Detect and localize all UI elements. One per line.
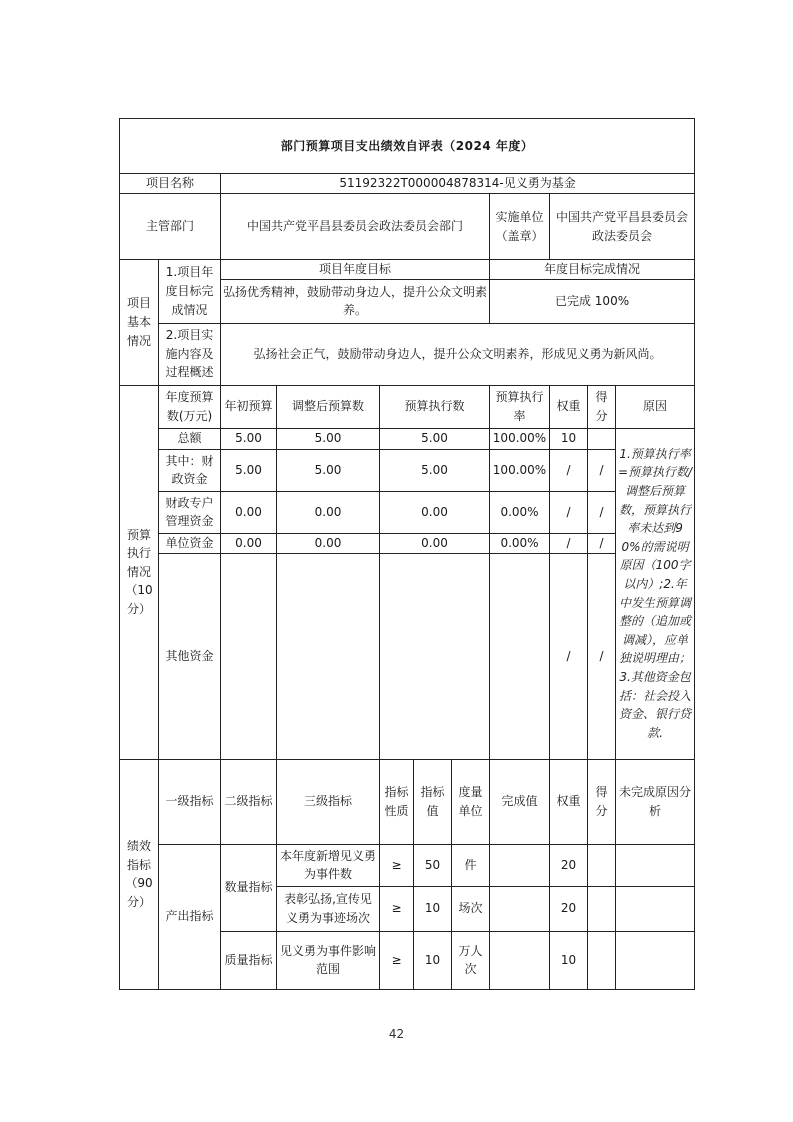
budget-header-executed: 预算执行数 [380,385,490,428]
budget-row-score: / [588,553,616,759]
perf-header-nature: 指标性质 [380,759,414,844]
table-row [120,491,695,533]
budget-row-initial [221,553,277,759]
indicator-score [588,931,616,989]
perf-header-reason: 未完成原因分析 [616,759,695,844]
budget-header-score: 得分 [588,385,616,428]
indicator-value: 10 [414,886,452,931]
budget-row-weight: / [550,553,588,759]
budget-row-label: 其中：财政资金 [159,449,221,491]
goal-header: 项目年度目标 [221,260,490,280]
budget-row-score [588,428,616,449]
quantity-label: 数量指标 [221,844,277,931]
perf-header-weight: 权重 [550,759,588,844]
indicator-score [588,844,616,886]
impl-unit-label: 实施单位（盖章） [490,194,550,260]
budget-row-weight: / [550,491,588,533]
budget-row-label: 其他资金 [159,553,221,759]
performance-evaluation-table [119,118,695,990]
budget-row-adjusted: 5.00 [277,428,380,449]
budget-row-executed [380,553,490,759]
budget-row-initial: 5.00 [221,428,277,449]
budget-row-adjusted: 5.00 [277,449,380,491]
impl-unit-value: 中国共产党平昌县委员会政法委员会 [550,194,695,260]
level1-output: 产出指标 [159,844,221,989]
budget-header-adjusted: 调整后预算数 [277,385,380,428]
perf-header-unit: 度量单位 [452,759,490,844]
indicator-value: 10 [414,931,452,989]
dept-value: 中国共产党平昌县委员会政法委员会部门 [221,194,490,260]
budget-row-adjusted: 0.00 [277,533,380,553]
budget-row-weight: / [550,533,588,553]
budget-row-initial: 0.00 [221,491,277,533]
budget-header-reason: 原因 [616,385,695,428]
indicator-score [588,886,616,931]
budget-row-label: 财政专户管理资金 [159,491,221,533]
table-row [120,533,695,553]
perf-header-level3: 三级指标 [277,759,380,844]
budget-row-score: / [588,491,616,533]
budget-row-rate: 100.00% [490,428,550,449]
budget-row-rate [490,553,550,759]
budget-row-score: / [588,533,616,553]
completion-header: 年度目标完成情况 [490,260,695,280]
budget-row-initial: 0.00 [221,533,277,553]
page-title: 部门预算项目支出绩效自评表（2024 年度） [120,119,695,174]
completion-text: 已完成 100% [490,279,695,323]
budget-row-label: 总额 [159,428,221,449]
budget-header-initial: 年初预算 [221,385,277,428]
indicator-completed [490,844,550,886]
budget-row-executed: 5.00 [380,428,490,449]
indicator-weight: 20 [550,844,588,886]
table-row [120,449,695,491]
indicator-name: 表彰弘扬,宣传见义勇为事迹场次 [277,886,380,931]
budget-row-weight: 10 [550,428,588,449]
budget-group-label: 预算执行情况（10分） [120,385,159,759]
goal-label: 1.项目年度目标完成情况 [159,260,221,324]
budget-header-weight: 权重 [550,385,588,428]
overview-group-label: 项目基本情况 [120,260,159,386]
perf-header-completed: 完成值 [490,759,550,844]
indicator-weight: 10 [550,931,588,989]
indicator-value: 50 [414,844,452,886]
budget-row-label: 单位资金 [159,533,221,553]
indicator-nature: ≥ [380,844,414,886]
budget-header-item: 年度预算数(万元) [159,385,221,428]
budget-row-executed: 5.00 [380,449,490,491]
indicator-name: 见义勇为事件影响范围 [277,931,380,989]
budget-row-adjusted [277,553,380,759]
budget-row-weight: / [550,449,588,491]
indicator-name: 本年度新增见义勇为事件数 [277,844,380,886]
table-row [120,428,695,449]
indicator-completed [490,886,550,931]
indicator-completed [490,931,550,989]
quality-label: 质量指标 [221,931,277,989]
table-row [120,844,695,886]
indicator-reason [616,886,695,931]
indicator-weight: 20 [550,886,588,931]
perf-header-value: 指标值 [414,759,452,844]
budget-row-rate: 0.00% [490,491,550,533]
budget-row-executed: 0.00 [380,533,490,553]
indicator-unit: 件 [452,844,490,886]
budget-row-executed: 0.00 [380,491,490,533]
budget-row-score: / [588,449,616,491]
dept-label: 主管部门 [120,194,221,260]
indicator-nature: ≥ [380,931,414,989]
impl-text: 弘扬社会正气，鼓励带动身边人，提升公众文明素养，形成见义勇为新风尚。 [221,323,695,385]
budget-row-rate: 0.00% [490,533,550,553]
indicator-reason [616,844,695,886]
budget-row-initial: 5.00 [221,449,277,491]
perf-header-level1: 一级指标 [159,759,221,844]
project-name-label: 项目名称 [120,174,221,194]
budget-row-rate: 100.00% [490,449,550,491]
performance-group-label: 绩效指标（90分） [120,759,159,989]
indicator-unit: 场次 [452,886,490,931]
indicator-reason [616,931,695,989]
indicator-nature: ≥ [380,886,414,931]
indicator-unit: 万人次 [452,931,490,989]
budget-reason-note: 1.预算执行率=预算执行数/调整后预算数，预算执行率未达到90%的需说明原因（100字以内）;2.年中发生预算调整的（追加或调减），应单独说明理由；3.其他资金包括：社会投入资金、银行贷款. [616,428,695,759]
page-number: 42 [388,1027,405,1041]
budget-row-adjusted: 0.00 [277,491,380,533]
table-row [120,553,695,759]
project-name-value: 51192322T000004878314-见义勇为基金 [221,174,695,194]
perf-header-score: 得分 [588,759,616,844]
budget-header-rate: 预算执行率 [490,385,550,428]
perf-header-level2: 二级指标 [221,759,277,844]
impl-label: 2.项目实施内容及过程概述 [159,323,221,385]
goal-text: 弘扬优秀精神，鼓励带动身边人，提升公众文明素养。 [221,279,490,323]
